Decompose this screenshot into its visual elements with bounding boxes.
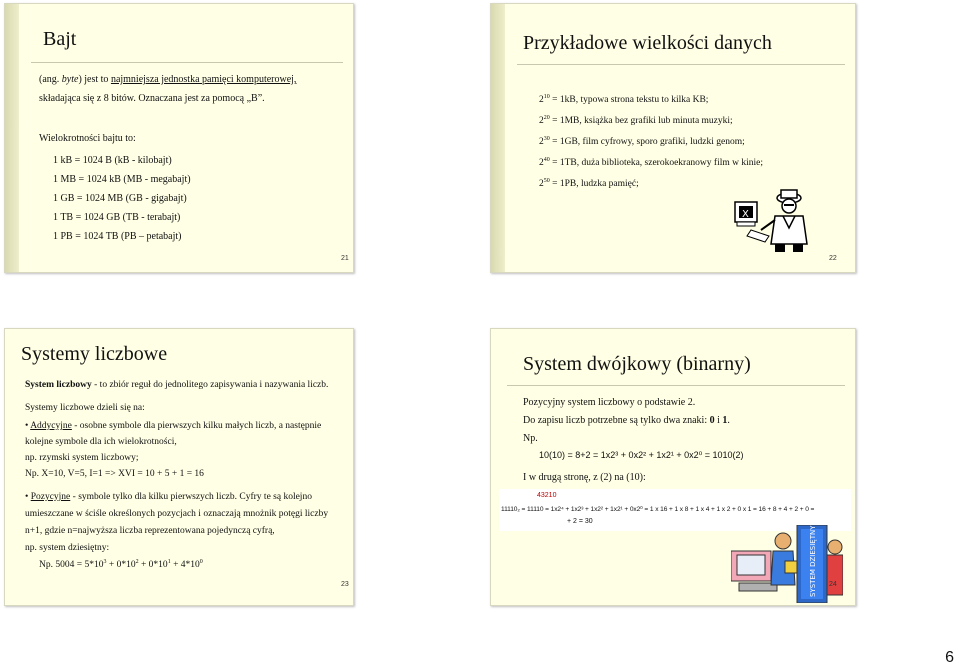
children-computer-clipart-icon	[731, 525, 843, 603]
multiples-heading: Wielokrotności bajtu to:	[39, 133, 136, 144]
binary-text: Do zapisu liczb potrzebne są tylko dwa znaki:	[523, 415, 710, 426]
size-description: = 1MB, książka bez grafiki lub minuta muzyki;	[549, 116, 733, 126]
title-separator	[507, 385, 845, 386]
title-separator	[517, 64, 845, 65]
positional-line-3: n+1, gdzie n=najwyższa liczba reprezentowana pojedynczą cyfrą,	[25, 526, 275, 536]
slide-title: Systemy liczbowe	[21, 343, 168, 365]
power-exponent: 1	[167, 558, 171, 565]
intro-term: byte	[61, 74, 79, 85]
intro-line-1	[39, 72, 296, 88]
intro-text: (ang.	[39, 74, 62, 85]
slide-title: Przykładowe wielkości danych	[523, 32, 772, 54]
slide-number: 23	[341, 581, 349, 588]
page-number: 6	[945, 649, 954, 666]
binary-digit: 0	[709, 415, 715, 426]
size-line-tb	[539, 155, 763, 171]
size-line-mb	[539, 113, 733, 129]
additive-term: Addycyjne	[30, 421, 72, 431]
power-base: 2	[539, 158, 544, 168]
bullet-icon: •	[25, 492, 31, 502]
split-line: Systemy liczbowe dzieli się na:	[25, 403, 145, 413]
binary-line-2	[523, 413, 730, 429]
example-term: + 4*10	[170, 560, 200, 570]
positional-term: Pozycyjne	[30, 492, 71, 502]
slide-title: Bajt	[43, 28, 77, 50]
power-exponent: 40	[543, 156, 550, 163]
size-line-pb	[539, 176, 639, 192]
example-term: + 0*10	[138, 560, 168, 570]
definition-text: - to zbiór reguł do jednolitego zapisywania i nazywania liczb.	[91, 380, 329, 390]
additive-line-3: np. rzymski system liczbowy;	[25, 453, 139, 463]
power-base: 2	[539, 179, 544, 189]
bullet-icon: •	[25, 421, 31, 431]
power-exponent: 50	[543, 177, 550, 184]
size-description: = 1PB, ludzka pamięć;	[549, 179, 639, 189]
formula-result: + 2 = 30	[567, 518, 593, 525]
multiple-gb: 1 GB = 1024 MB (GB - gigabajt)	[53, 193, 187, 204]
positional-line-1	[25, 489, 312, 505]
binary-digit: 1	[722, 415, 728, 426]
binary-text: .	[727, 415, 730, 426]
intro-definition: najmniejsza jednostka pamięci komputerowej,	[110, 74, 297, 85]
positional-line-2: umieszczane w ściśle określonych pozycjach i oznaczają mnożnik potęgi liczby	[25, 509, 329, 519]
power-exponent: 3	[103, 558, 107, 565]
additive-line-1	[25, 418, 321, 434]
slide-title: System dwójkowy (binarny)	[523, 353, 751, 375]
size-description: = 1TB, duża biblioteka, szerokoekranowy film w kinie;	[549, 158, 763, 168]
additive-example: Np. X=10, V=5, I=1 => XVI = 10 + 5 + 1 = 16	[25, 469, 204, 479]
slide-binary-system	[490, 328, 856, 606]
example-term: + 0*10	[106, 560, 136, 570]
definition-line	[25, 377, 328, 393]
binary-equation: 10(10) = 8+2 = 1x2³ + 0x2² + 1x2¹ + 0x2⁰ = 1010(2)	[539, 450, 744, 460]
intro-text: ) jest to	[78, 74, 111, 85]
formula-main: 11110₂ = 11110 = 1x2⁴ + 1x2³ + 1x2² + 1x2¹ + 0x2⁰ = 1 x 16 + 1 x 8 + 1 x 4 + 1 x 2 + 0 x 1 = 16 + 8 + 4 + 2 + 0 =	[501, 506, 815, 513]
size-line-gb	[539, 134, 745, 150]
multiple-tb: 1 TB = 1024 GB (TB - terabajt)	[53, 212, 181, 223]
binary-line-1: Pozycyjny system liczbowy o podstawie 2.	[523, 397, 696, 408]
positional-line-4: np. system dziesiętny:	[25, 543, 110, 553]
power-exponent: 20	[543, 114, 550, 121]
example-term: Np. 5004 = 5*10	[39, 560, 104, 570]
additive-text: - osobne symbole dla pierwszych kilku małych liczb, a następnie	[71, 421, 322, 431]
slide-side-bar	[491, 4, 505, 272]
power-exponent: 2	[135, 558, 139, 565]
positional-text: - symbole tylko dla kilku pierwszych liczb. Cyfry te są kolejno	[70, 492, 312, 502]
book-spine-text: SYSTEM DZIESIĘTNY	[809, 525, 817, 597]
power-base: 2	[539, 137, 544, 147]
size-description: = 1GB, film cyfrowy, sporo grafiki, ludzki genom;	[549, 137, 745, 147]
power-exponent: 10	[543, 93, 550, 100]
slide-number: 21	[341, 255, 349, 262]
slide-data-sizes	[490, 3, 856, 273]
position-indexes: 43210	[537, 492, 557, 499]
power-exponent: 30	[543, 135, 550, 142]
additive-line-2: kolejne symbole dla ich wielokrotności,	[25, 437, 177, 447]
power-base: 2	[539, 116, 544, 126]
slide-bajt	[4, 3, 354, 273]
multiple-pb: 1 PB = 1024 TB (PB – petabajt)	[53, 231, 182, 242]
definition-term: System liczbowy	[25, 380, 92, 390]
slide-number: 22	[829, 255, 837, 262]
intro-line-2: składająca się z 8 bitów. Oznaczana jest za pomocą „B”.	[39, 93, 265, 104]
multiple-kb: 1 kB = 1024 B (kB - kilobajt)	[53, 155, 172, 166]
binary-text: i	[714, 415, 723, 426]
power-exponent: 0	[199, 558, 203, 565]
multiple-mb: 1 MB = 1024 kB (MB - megabajt)	[53, 174, 191, 185]
slide-number: 24	[829, 581, 837, 588]
size-description: = 1kB, typowa strona tekstu to kilka KB;	[549, 95, 709, 105]
slide-side-bar	[5, 4, 19, 272]
positional-example	[39, 557, 203, 573]
slide-number-systems	[4, 328, 354, 606]
binary-line-4: I w drugą stronę, z (2) na (10):	[523, 472, 646, 483]
svg-text:X: X	[742, 209, 749, 220]
computer-user-clipart-icon	[731, 184, 821, 254]
binary-line-3: Np.	[523, 433, 538, 444]
size-line-kb	[539, 92, 708, 108]
title-separator	[31, 62, 343, 63]
power-base: 2	[539, 95, 544, 105]
